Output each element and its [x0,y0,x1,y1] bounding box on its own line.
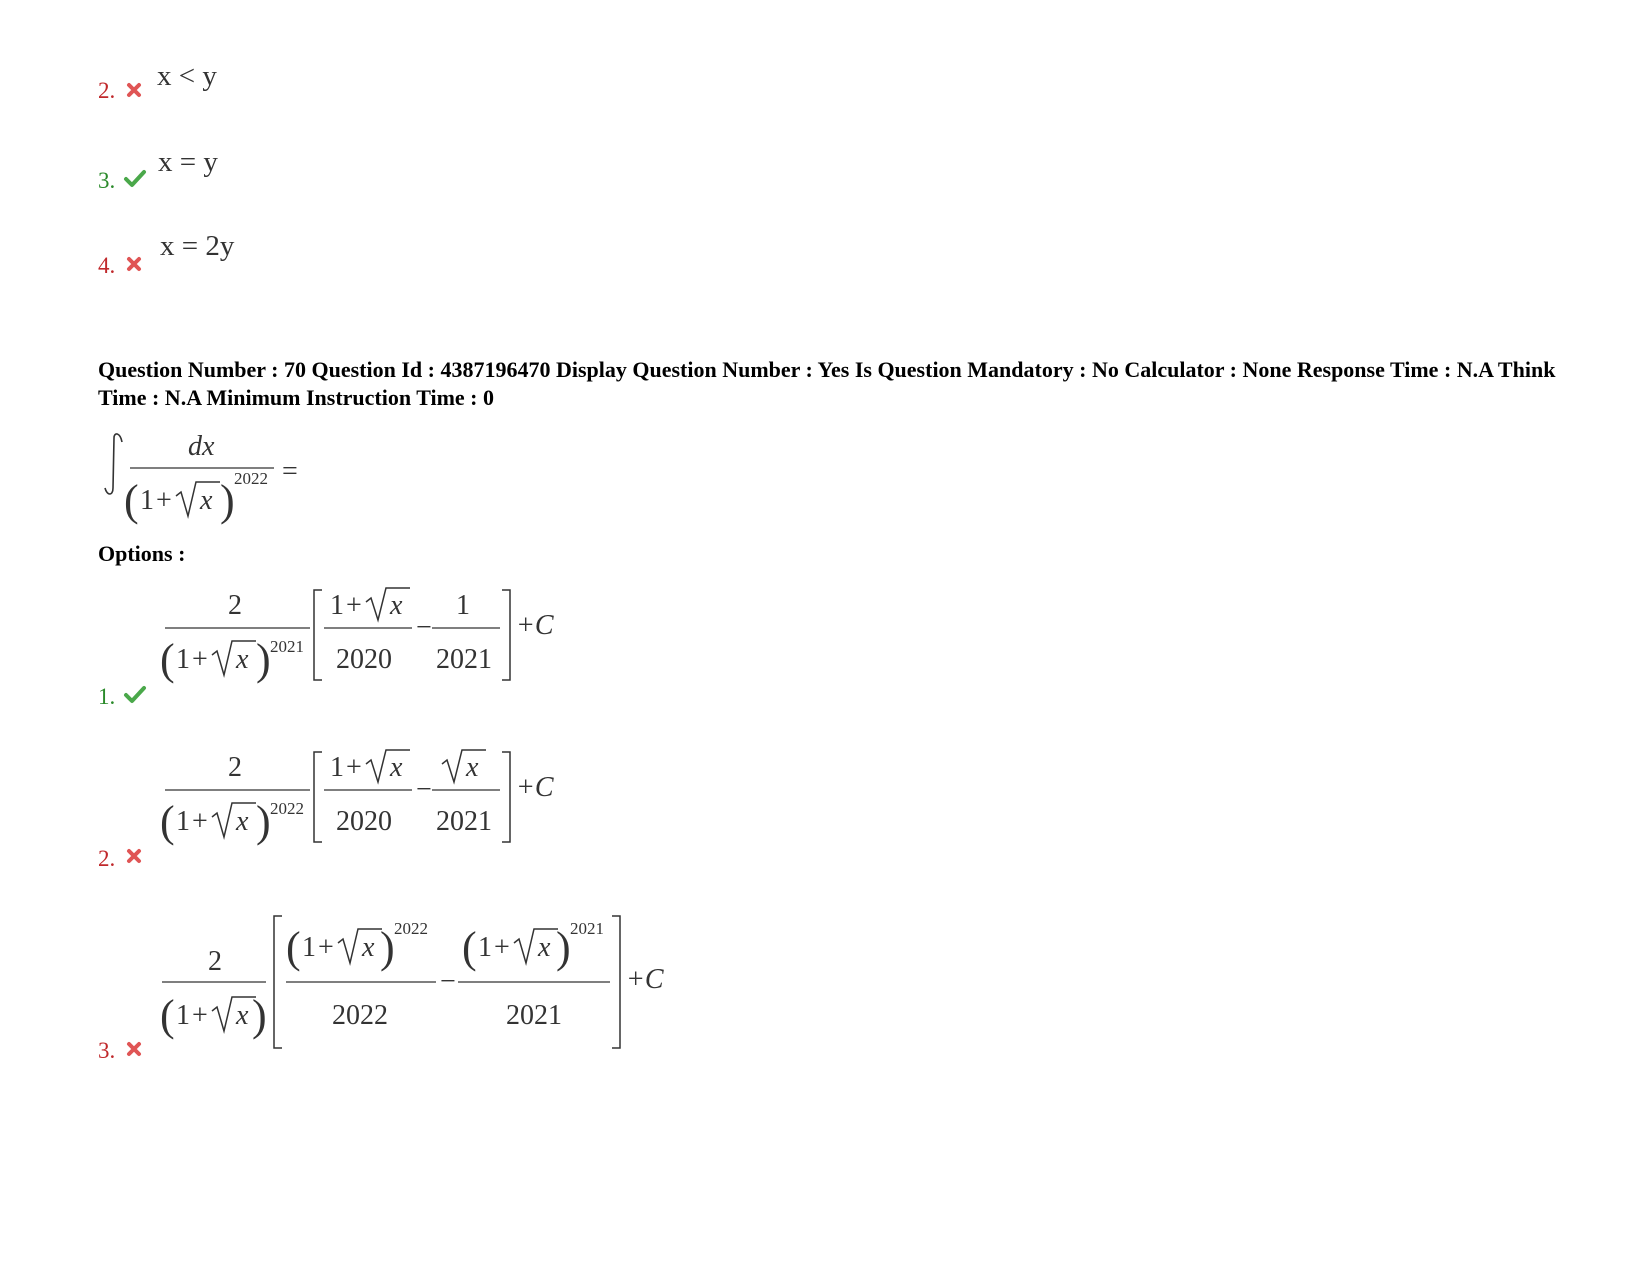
svg-text:2022: 2022 [270,799,304,818]
svg-text:+: + [318,932,334,963]
svg-text:x: x [236,1000,249,1031]
svg-text:): ) [556,923,571,972]
svg-text:): ) [220,476,235,525]
svg-text:(: ( [462,923,477,972]
svg-text:): ) [256,635,271,684]
svg-text:+: + [494,932,510,963]
svg-text:2021: 2021 [506,1000,562,1031]
svg-text:+C: +C [626,964,664,995]
svg-text:(: ( [160,635,175,684]
svg-text:+: + [346,752,362,783]
svg-text:−: − [440,966,456,997]
option-number: 4. [98,253,116,278]
svg-text:x: x [390,590,403,621]
svg-text:1: 1 [176,806,190,837]
svg-text:2022: 2022 [234,469,268,488]
svg-text:x: x [362,932,375,963]
svg-text:+: + [192,644,208,675]
svg-text:+: + [192,1000,208,1031]
cross-icon [126,848,142,864]
svg-text:1: 1 [302,932,316,963]
option-number: 3. [98,168,116,193]
svg-text:2: 2 [228,590,242,621]
svg-text:1: 1 [176,1000,190,1031]
svg-text:2021: 2021 [436,644,492,675]
cross-icon [126,256,142,272]
svg-text:): ) [256,797,271,846]
svg-text:x: x [390,752,403,783]
option-number: 3. [98,1038,116,1063]
svg-text:(: ( [160,797,175,846]
svg-text:+: + [156,485,172,516]
svg-text:2021: 2021 [436,806,492,837]
check-icon [123,684,147,704]
option-formula [160,586,590,698]
option-number: 2. [98,846,116,871]
svg-text:2022: 2022 [332,1000,388,1031]
options-label: Options : [98,541,186,566]
svg-text:(: ( [160,991,175,1040]
svg-text:2021: 2021 [570,919,604,938]
svg-text:1: 1 [478,932,492,963]
cross-icon [126,82,142,98]
svg-text:): ) [252,991,267,1040]
option-text: x = 2y [160,230,235,262]
svg-text:2020: 2020 [336,806,392,837]
svg-text:2021: 2021 [270,637,304,656]
option-formula [160,748,590,860]
option-number: 2. [98,78,116,103]
option-formula [160,914,690,1054]
svg-text:): ) [380,923,395,972]
svg-text:1: 1 [140,485,154,516]
svg-text:x: x [236,644,249,675]
svg-text:=: = [282,456,298,487]
svg-text:1: 1 [176,644,190,675]
svg-text:1: 1 [330,752,344,783]
cross-icon [126,1041,142,1057]
svg-text:2: 2 [208,946,222,977]
svg-text:x: x [466,752,479,783]
svg-text:+: + [346,590,362,621]
option-text: x = y [158,146,218,178]
question-formula [104,428,314,538]
svg-text:dx: dx [188,431,215,462]
svg-text:+C: +C [516,610,554,641]
svg-text:2: 2 [228,752,242,783]
svg-text:+C: +C [516,772,554,803]
option-number: 1. [98,684,116,709]
svg-text:(: ( [286,923,301,972]
svg-text:−: − [416,774,432,805]
svg-text:x: x [236,806,249,837]
option-text: x < y [157,60,217,92]
svg-text:2020: 2020 [336,644,392,675]
question-header: Question Number : 70 Question Id : 4387196470 Display Question Number : Yes Is Question Mandatory : No Calculator : None Response Time : N.A Think Time : N.A Minimum Instruction Time : 0 [98,357,1556,410]
svg-text:1: 1 [330,590,344,621]
svg-text:+: + [192,806,208,837]
check-icon [123,168,147,188]
svg-text:1: 1 [456,590,470,621]
svg-text:−: − [416,612,432,643]
svg-text:x: x [200,485,213,516]
svg-text:2022: 2022 [394,919,428,938]
svg-text:x: x [538,932,551,963]
svg-text:(: ( [124,476,139,525]
